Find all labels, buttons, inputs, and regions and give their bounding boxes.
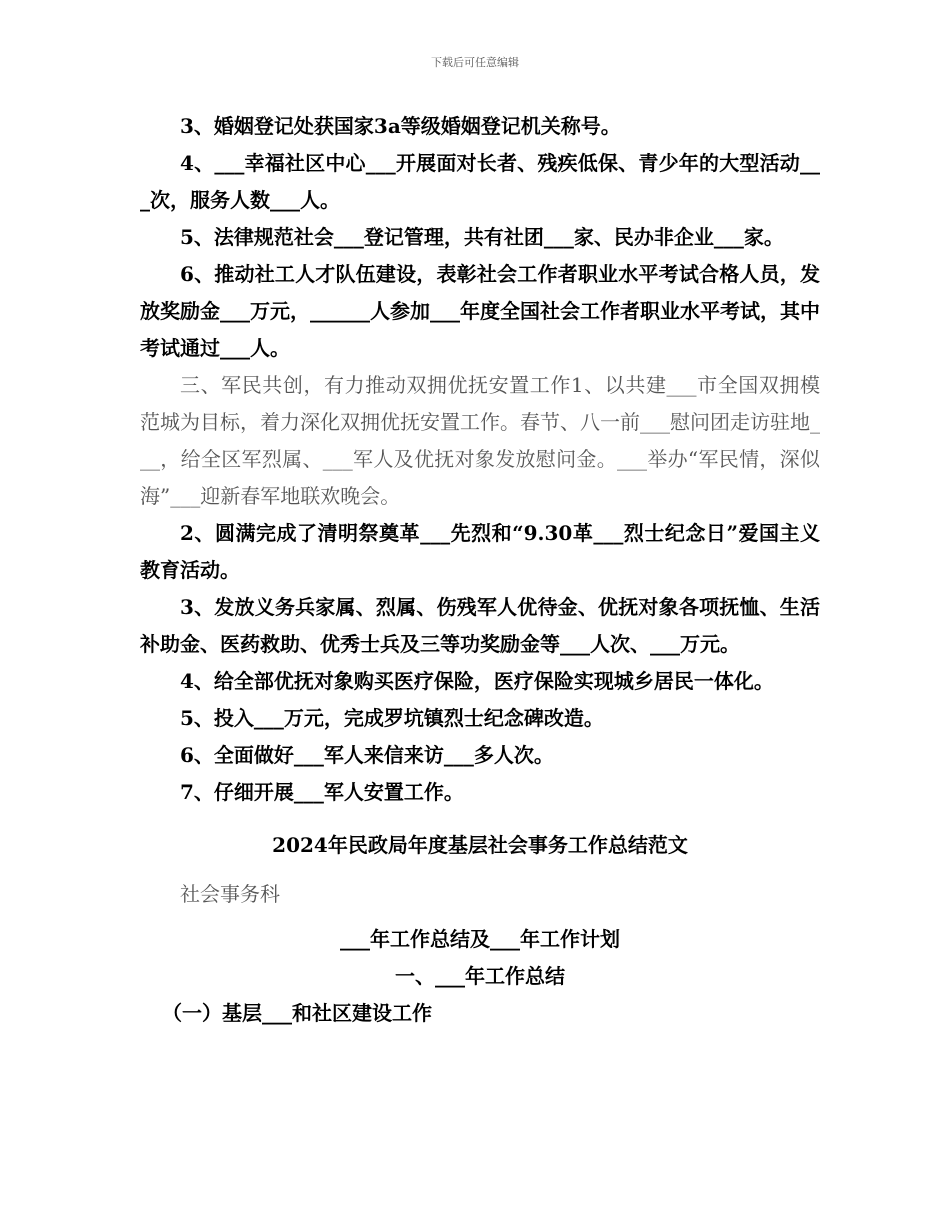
- document-body: [140, 108, 820, 1032]
- paragraph-item-5-law: 5、法律规范社会___登记管理，共有社团___家、民办非企业___家。: [180, 225, 784, 249]
- subsection-title: （一）基层___和社区建设工作: [162, 1001, 432, 1025]
- paragraph-item-5-monument: 5、投入___万元，完成罗坑镇烈士纪念碑改造。: [180, 706, 604, 730]
- document-title: 2024年民政局年度基层社会事务工作总结范文: [272, 833, 688, 857]
- section-title: 一、___年工作总结: [395, 964, 565, 988]
- paragraph-item-4-community: 4、___幸福社区中心___开展面对长者、残疾低保、青少年的大型活动___次，服务人数___人。: [140, 151, 820, 212]
- paragraph-item-7-placement: 7、仔细开展___军人安置工作。: [180, 780, 464, 804]
- paragraph-item-6-social-workers: 6、推动社工人才队伍建设，表彰社会工作者职业水平考试合格人员，发放奖励金___万元，______人参加___年度全国社会工作者职业水平考试，其中考试通过___人。: [140, 262, 820, 360]
- department-label: 社会事务科: [180, 882, 280, 906]
- header-note: 下载后可任意编辑: [431, 56, 519, 69]
- paragraph-section-three: 三、军民共创，有力推动双拥优抚安置工作1、以共建___市全国双拥模范城为目标，着力深化双拥优抚安置工作。春节、八一前___慰问团走访驻地___，给全区军烈属、___军人及优抚对象发放慰问金。___举办“军民情，深似海”___迎新春军地联欢晚会。: [140, 373, 820, 508]
- paragraph-item-3-allowance: 3、发放义务兵家属、烈属、伤残军人优待金、优抚对象各项抚恤、生活补助金、医药救助、优秀士兵及三等功奖励金等___人次、___万元。: [140, 595, 820, 656]
- paragraph-item-2-memorial: 2、圆满完成了清明祭奠革___先烈和“9.30革___烈士纪念日”爱国主义教育活动。: [140, 521, 820, 582]
- paragraph-item-6-visits: 6、全面做好___军人来信来访___多人次。: [180, 743, 554, 767]
- plan-title: ___年工作总结及___年工作计划: [340, 927, 620, 951]
- paragraph-item-3-marriage: 3、婚姻登记处获国家3a等级婚姻登记机关称号。: [180, 114, 621, 138]
- paragraph-item-4-insurance: 4、给全部优抚对象购买医疗保险，医疗保险实现城乡居民一体化。: [180, 669, 774, 693]
